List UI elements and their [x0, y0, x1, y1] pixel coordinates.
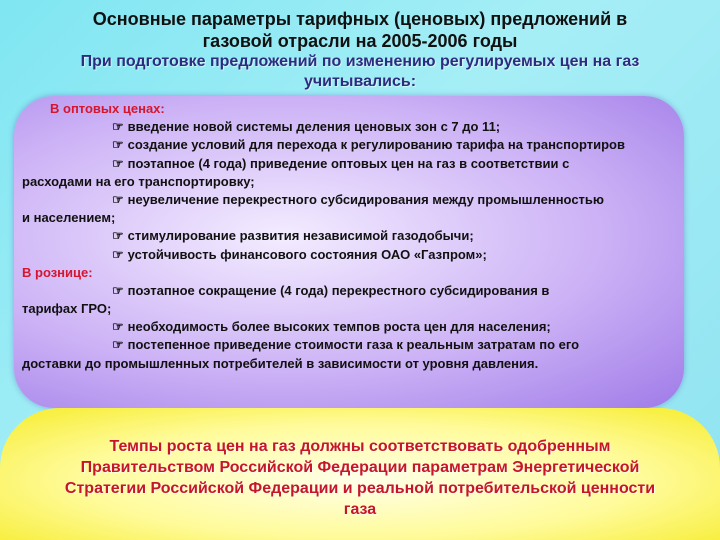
list-item [22, 336, 716, 354]
list-item [22, 136, 716, 154]
slide-title-line-2: газовой отрасли на 2005-2006 годы [202, 31, 518, 51]
handpointer-icon: ☞ [112, 119, 124, 135]
slide-subtitle-line-2: учитывались: [303, 73, 417, 90]
list-item-continuation: расходами на его транспортировку; [22, 173, 255, 189]
handpointer-icon: ☞ [112, 246, 124, 262]
conclusion-line-3: Стратегии Российской Федерации и реальной потребительской ценности [64, 480, 656, 497]
list-item-text: устойчивость финансового состояния ОАО «Газпром»; [127, 246, 487, 262]
handpointer-icon: ☞ [112, 191, 124, 207]
retail-heading: В рознице: [22, 264, 93, 280]
list-item-text: стимулирование развития независимой газодобычи; [127, 228, 474, 244]
slide-title-line-1: Основные параметры тарифных (ценовых) предложений в [92, 9, 628, 29]
list-item-text: введение новой системы деления ценовых зон с 7 до 11; [127, 119, 501, 135]
list-item-text: постепенное приведение стоимости газа к реальным затратам по его [127, 337, 580, 353]
list-item-continuation: доставки до промышленных потребителей в зависимости от уровня давления. [22, 355, 539, 371]
list-item [22, 118, 716, 136]
conclusion-line-1: Темпы роста цен на газ должны соответствовать одобренным [109, 438, 611, 455]
list-item-text: поэтапное (4 года) приведение оптовых цен на газ в соответствии с [127, 155, 570, 171]
list-item [22, 155, 716, 173]
list-item-text: поэтапное сокращение (4 года) перекрестного субсидирования в [127, 282, 550, 298]
handpointer-icon: ☞ [112, 155, 124, 171]
list-item [22, 282, 716, 300]
conclusion-text [20, 436, 700, 520]
list-item-continuation: тарифах ГРО; [22, 301, 112, 317]
list-item [22, 227, 716, 245]
list-item-text: необходимость более высоких темпов роста цен для населения; [127, 319, 551, 335]
list-item-text: создание условий для перехода к регулированию тарифа на транспортиров [127, 137, 625, 153]
list-item-text: неувеличение перекрестного субсидирования между промышленностью [127, 191, 605, 207]
list-item [22, 318, 716, 336]
slide-subtitle [20, 52, 700, 92]
handpointer-icon: ☞ [112, 228, 124, 244]
conclusion-line-2: Правительством Российской Федерации параметрам Энергетической [80, 459, 640, 476]
handpointer-icon: ☞ [112, 337, 124, 353]
conclusion-line-4: газа [343, 501, 377, 518]
parameters-list [22, 100, 716, 373]
handpointer-icon: ☞ [112, 137, 124, 153]
wholesale-heading: В оптовых ценах: [50, 101, 165, 116]
handpointer-icon: ☞ [112, 319, 124, 335]
list-item [22, 191, 716, 209]
list-item-continuation: и населением; [22, 210, 116, 226]
list-item [22, 246, 716, 264]
slide-subtitle-line-1: При подготовке предложений по изменению регулируемых цен на газ [80, 53, 640, 70]
handpointer-icon: ☞ [112, 282, 124, 298]
slide-title [20, 8, 700, 52]
